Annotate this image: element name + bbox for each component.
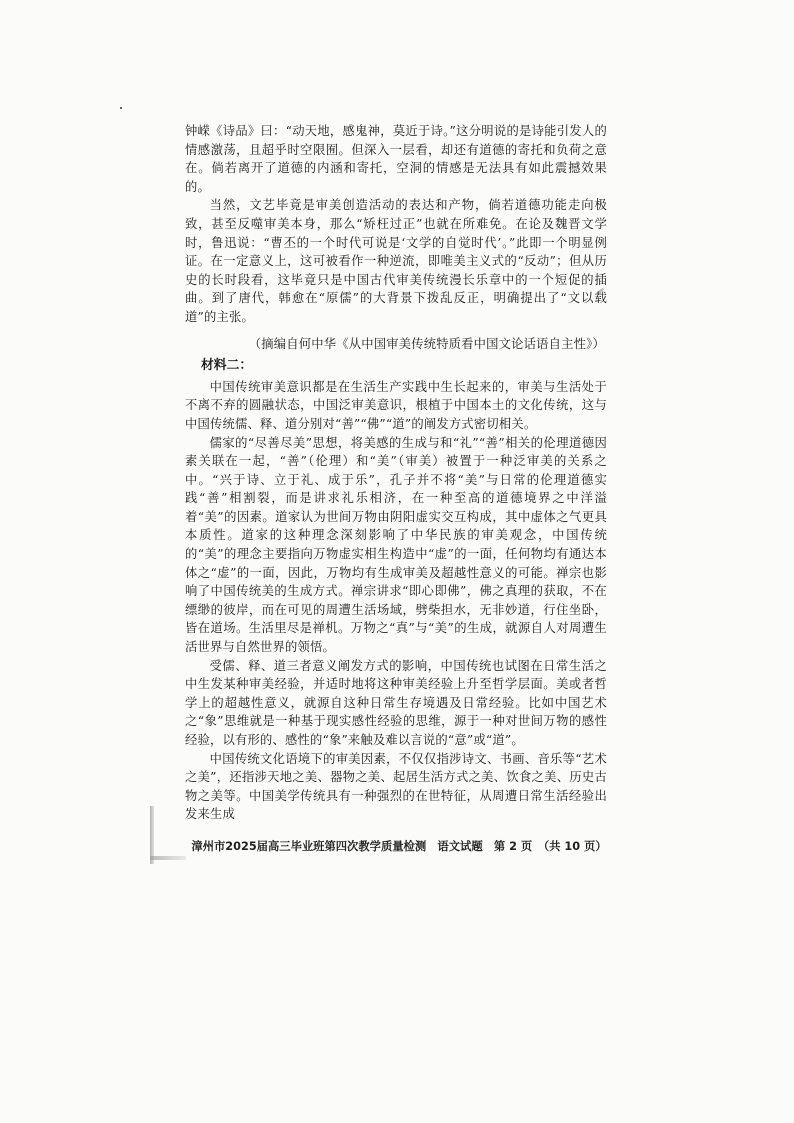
- scan-edge-shadow-bottom: [150, 856, 186, 860]
- material2-paragraph-4: 中国传统文化语境下的审美因素，不仅仅指涉诗文、书画、音乐等“艺术之美”，还指涉天地之美、器物之美、起居生活方式之美、饮食之美、历史古物之美等。中国美学传统具有一种强烈的在世特征，从周遭日常生活经验出发来生成: [185, 751, 607, 822]
- material2-paragraph-3: 受儒、释、道三者意义阐发方式的影响，中国传统也试图在日常生活之中生发某种审美经验，并适时地将这种审美经验上升至哲学层面。美或者哲学上的超越性意义，就源自这种日常生存境遇及日常经验。比如中国艺术之“象”思维就是一种基于现实感性经验的思维，源于一种对世间万物的感性经验，以有形的、感性的“象”来触及难以言说的“意”或“道”。: [185, 658, 607, 747]
- material1-paragraph-2: 当然，文艺毕竟是审美创造活动的表达和产物，倘若道德功能走向极致，甚至反噬审美本身，那么“矫枉过正”也就在所难免。在论及魏晋文学时，鲁迅说：“曹丕的一个时代可说是‘文学的自觉时代’。”此即一个明显例证。在一定意义上，这可被看作一种逆流，即唯美主义式的“反动”；但从历史的长时段看，这毕竟只是中国古代审美传统漫长乐章中的一个短促的插曲。到了唐代，韩愈在“原儒”的大背景下拨乱反正，明确提出了“文以载道”的主张。: [185, 198, 607, 324]
- material2-heading: 材料二：: [201, 358, 253, 374]
- material1-paragraph-1: 钟嵘《诗品》曰：“动天地，感鬼神，莫近于诗。”这分明说的是诗能引发人的情感激荡，且超乎时空限囿。但深入一层看，却还有道德的寄托和负荷之意在。倘若离开了道德的内涵和寄托，空洞的情感是无法具有如此震撼效果的。: [185, 124, 607, 194]
- material2-paragraph-1: 中国传统审美意识都是在生活生产实践中生长起来的，审美与生活处于不离不弃的圆融状态，中国泛审美意识，根植于中国本土的文化传统，这与中国传统儒、释、道分别对“善”“佛”“道”的阐发方式密切相关。: [185, 379, 607, 431]
- material1-source-citation: （摘编自何中华《从中国审美传统特质看中国文论话语自主性》）: [248, 336, 605, 351]
- material2-paragraph-2: 儒家的“尽善尽美”思想，将美感的生成与和“礼”“善”相关的伦理道德因素关联在一起，“善”（伦理）和“美”（审美）被置于一种泛审美的关系之中。“兴于诗、立于礼、成于乐”，孔子并不将“美”与日常的伦理道德实践“善”相割裂，而是讲求礼乐相济，在一种至高的道德境界之中洋溢着“美”的因素。道家认为世间万物由阴阳虚实交互构成，其中虚体之气更具本质性。道家的这种理念深刻影响了中华民族的审美观念，中国传统的“美”的理念主要指向万物虚实相生构造中“虚”的一面，任何物均有通达本体之“虚”的一面，因此，万物均有生成审美及超越性意义的可能。禅宗也影响了中国传统美的生成方式。禅宗讲求“即心即佛”，佛之真理的获取，不在缥缈的彼岸，而在可见的周遭生活场域，劈柴担水，无非妙道，行住坐卧，皆在道场。生活里尽是禅机。万物之“真”与“美”的生成，就源自人对周遭生活世界与自然世界的领悟。: [185, 435, 607, 655]
- page-footer: 漳州市2025届高三毕业班第四次教学质量检测 语文试题 第 2 页 （共 10 页）: [191, 840, 607, 853]
- scan-speck: [120, 107, 122, 109]
- page-body: [185, 122, 607, 824]
